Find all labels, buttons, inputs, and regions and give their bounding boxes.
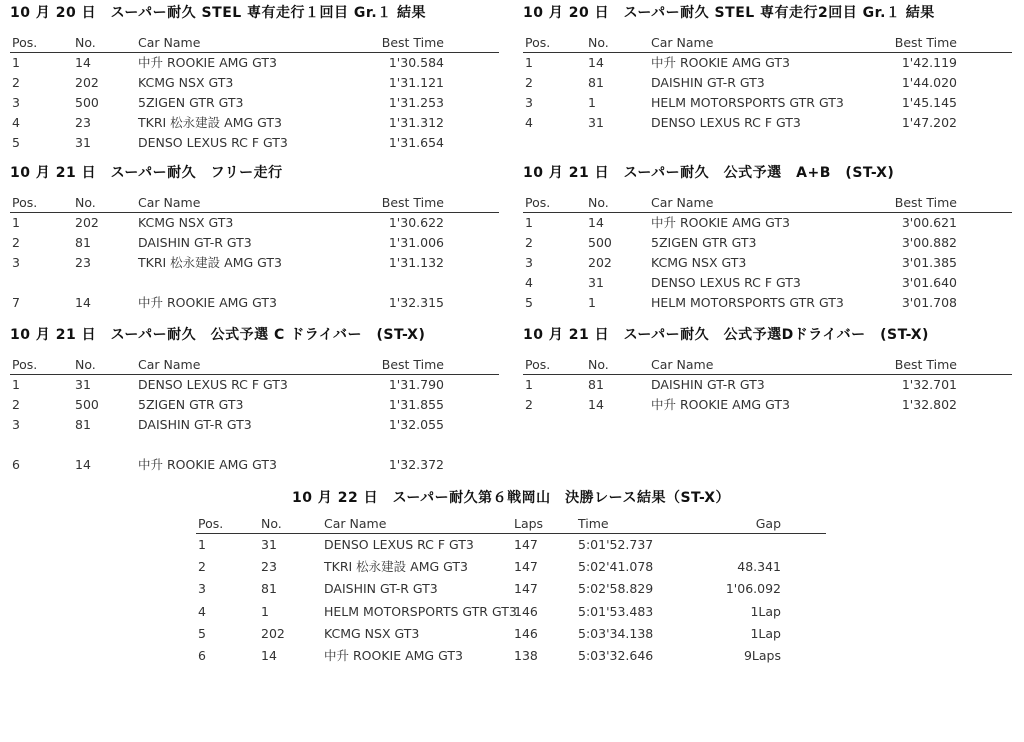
car-number-cell: 202 xyxy=(75,75,99,90)
best-time-cell: 1'31.253 xyxy=(388,95,444,110)
gap-cell: 48.341 xyxy=(737,559,781,575)
car-number-cell: 202 xyxy=(75,215,99,230)
table-row xyxy=(10,113,499,133)
pos-cell: 2 xyxy=(198,559,206,575)
time-cell: 5:03'32.646 xyxy=(578,647,654,663)
best-time-cell: 1'31.312 xyxy=(388,115,444,130)
pos-cell: 1 xyxy=(525,55,533,70)
table-row xyxy=(10,375,499,395)
table-row xyxy=(523,233,1012,253)
best-time-cell: 1'31.790 xyxy=(388,377,444,392)
table-row xyxy=(10,93,499,113)
time-cell: 5:01'53.483 xyxy=(578,603,654,619)
car-name-cell: 中升 ROOKIE AMG GT3 xyxy=(324,647,463,663)
header-no: No. xyxy=(75,357,96,372)
pos-cell: 3 xyxy=(198,581,206,597)
pos-cell: 5 xyxy=(525,295,533,310)
car-name-cell: 5ZIGEN GTR GT3 xyxy=(138,397,244,412)
race-title: 10 月 22 日 スーパー耐久第６戦岡山 決勝レース結果（ST-X） xyxy=(291,490,731,506)
gap-cell: 1Lap xyxy=(750,603,781,619)
best-time-cell: 1'31.855 xyxy=(388,397,444,412)
best-time-cell: 3'01.385 xyxy=(901,255,957,270)
table-header xyxy=(10,354,499,375)
car-number-cell: 14 xyxy=(75,457,91,472)
table-row xyxy=(10,213,499,233)
car-number-cell: 1 xyxy=(588,95,596,110)
table-row xyxy=(196,556,826,578)
table-row xyxy=(10,253,499,273)
header-pos: Pos. xyxy=(525,195,551,210)
best-time-cell: 1'31.006 xyxy=(388,235,444,250)
best-time-cell: 1'45.145 xyxy=(901,95,957,110)
pos-cell: 2 xyxy=(12,235,20,250)
car-name-cell: HELM MOTORSPORTS GTR GT3 xyxy=(324,603,517,619)
car-number-cell: 31 xyxy=(588,275,604,290)
table-row xyxy=(523,93,1012,113)
pos-cell: 5 xyxy=(198,625,206,641)
car-name-cell: TKRI 松永建設 AMG GT3 xyxy=(138,115,282,130)
best-time-cell: 1'32.315 xyxy=(388,295,444,310)
table-row xyxy=(10,73,499,93)
best-time-cell: 1'32.055 xyxy=(388,417,444,432)
car-number-cell: 31 xyxy=(75,135,91,150)
car-number-cell: 500 xyxy=(588,235,612,250)
pos-cell: 4 xyxy=(12,115,20,130)
car-name-cell: KCMG NSX GT3 xyxy=(324,625,420,641)
pos-cell: 1 xyxy=(12,215,20,230)
laps-cell: 138 xyxy=(514,647,538,663)
table-header xyxy=(196,513,826,534)
header-no: No. xyxy=(75,195,96,210)
car-number-cell: 14 xyxy=(588,397,604,412)
table-row-gap xyxy=(10,273,499,293)
table-row xyxy=(10,415,499,435)
header-best-time: Best Time xyxy=(894,195,957,210)
table-row xyxy=(196,534,826,556)
car-name-cell: 中升 ROOKIE AMG GT3 xyxy=(138,55,277,70)
header-no: No. xyxy=(588,195,609,210)
car-name-cell: DENSO LEXUS RC F GT3 xyxy=(651,115,801,130)
header-best-time: Best Time xyxy=(894,357,957,372)
pos-cell: 1 xyxy=(12,55,20,70)
car-number-cell: 23 xyxy=(75,255,91,270)
session-results-block xyxy=(523,162,1012,313)
car-name-cell: HELM MOTORSPORTS GTR GT3 xyxy=(651,295,844,310)
table-row xyxy=(523,375,1012,395)
car-name-cell: HELM MOTORSPORTS GTR GT3 xyxy=(651,95,844,110)
session-title: 10 月 21 日 スーパー耐久 公式予選 C ドライバー (ST-X) xyxy=(10,327,426,343)
car-number-cell: 1 xyxy=(588,295,596,310)
pos-cell: 6 xyxy=(198,647,206,663)
car-name-cell: 中升 ROOKIE AMG GT3 xyxy=(651,397,790,412)
header-no: No. xyxy=(588,35,609,50)
car-name-cell: DENSO LEXUS RC F GT3 xyxy=(324,537,474,552)
car-number-cell: 31 xyxy=(75,377,91,392)
header-time: Time xyxy=(578,516,609,531)
header-best-time: Best Time xyxy=(381,195,444,210)
time-cell: 5:01'52.737 xyxy=(578,537,654,552)
pos-cell: 6 xyxy=(12,457,20,472)
pos-cell: 2 xyxy=(12,397,20,412)
car-number-cell: 81 xyxy=(588,75,604,90)
header-car-name: Car Name xyxy=(138,195,201,210)
best-time-cell: 1'32.701 xyxy=(901,377,957,392)
car-number-cell: 202 xyxy=(261,625,285,641)
table-row xyxy=(523,395,1012,415)
header-no: No. xyxy=(588,357,609,372)
car-name-cell: DENSO LEXUS RC F GT3 xyxy=(651,275,801,290)
pos-cell: 2 xyxy=(525,397,533,412)
header-no: No. xyxy=(261,516,282,531)
table-row xyxy=(10,455,499,475)
header-laps: Laps xyxy=(514,516,544,531)
car-number-cell: 14 xyxy=(75,55,91,70)
car-number-cell: 500 xyxy=(75,397,99,412)
table-row xyxy=(10,395,499,415)
car-name-cell: DENSO LEXUS RC F GT3 xyxy=(138,377,288,392)
table-header xyxy=(523,192,1012,213)
table-row xyxy=(523,253,1012,273)
pos-cell: 1 xyxy=(12,377,20,392)
car-name-cell: TKRI 松永建設 AMG GT3 xyxy=(324,559,468,575)
table-row xyxy=(523,53,1012,73)
pos-cell: 2 xyxy=(525,235,533,250)
pos-cell: 3 xyxy=(12,95,20,110)
laps-cell: 147 xyxy=(514,559,538,575)
best-time-cell: 3'01.640 xyxy=(901,275,957,290)
table-header xyxy=(10,192,499,213)
table-row xyxy=(196,645,826,667)
table-row xyxy=(10,53,499,73)
header-pos: Pos. xyxy=(12,195,38,210)
car-name-cell: DAISHIN GT-R GT3 xyxy=(651,75,765,90)
header-gap: Gap xyxy=(755,516,781,531)
best-time-cell: 1'32.802 xyxy=(901,397,957,412)
time-cell: 5:02'58.829 xyxy=(578,581,654,597)
best-time-cell: 1'31.132 xyxy=(388,255,444,270)
laps-cell: 147 xyxy=(514,581,538,597)
gap-cell: 9Laps xyxy=(743,647,781,663)
laps-cell: 146 xyxy=(514,625,538,641)
table-row xyxy=(523,113,1012,133)
car-name-cell: KCMG NSX GT3 xyxy=(651,255,747,270)
pos-cell: 3 xyxy=(12,417,20,432)
pos-cell: 4 xyxy=(198,603,206,619)
header-best-time: Best Time xyxy=(894,35,957,50)
car-number-cell: 202 xyxy=(588,255,612,270)
table-row xyxy=(196,623,826,645)
best-time-cell: 3'01.708 xyxy=(901,295,957,310)
header-best-time: Best Time xyxy=(381,35,444,50)
best-time-cell: 1'32.372 xyxy=(388,457,444,472)
header-car-name: Car Name xyxy=(138,35,201,50)
session-results-block xyxy=(523,2,1012,133)
best-time-cell: 1'44.020 xyxy=(901,75,957,90)
car-number-cell: 14 xyxy=(588,55,604,70)
car-name-cell: DAISHIN GT-R GT3 xyxy=(651,377,765,392)
pos-cell: 1 xyxy=(525,215,533,230)
pos-cell: 1 xyxy=(198,537,206,552)
car-number-cell: 14 xyxy=(75,295,91,310)
table-header xyxy=(10,32,499,53)
race-results-block xyxy=(196,487,826,667)
header-car-name: Car Name xyxy=(138,357,201,372)
session-title: 10 月 20 日 スーパー耐久 STEL 専有走行１回目 Gr.１ 結果 xyxy=(10,5,427,21)
pos-cell: 7 xyxy=(12,295,20,310)
car-number-cell: 81 xyxy=(75,235,91,250)
gap-cell: 1'06.092 xyxy=(725,581,781,597)
pos-cell: 4 xyxy=(525,275,533,290)
car-number-cell: 81 xyxy=(75,417,91,432)
time-cell: 5:03'34.138 xyxy=(578,625,654,641)
car-name-cell: DENSO LEXUS RC F GT3 xyxy=(138,135,288,150)
session-title: 10 月 21 日 スーパー耐久 フリー走行 xyxy=(10,165,283,181)
table-header xyxy=(523,354,1012,375)
header-pos: Pos. xyxy=(525,35,551,50)
car-number-cell: 23 xyxy=(261,559,277,575)
header-car-name: Car Name xyxy=(651,195,714,210)
gap-cell: 1Lap xyxy=(750,625,781,641)
car-name-cell: 5ZIGEN GTR GT3 xyxy=(138,95,244,110)
car-name-cell: TKRI 松永建設 AMG GT3 xyxy=(138,255,282,270)
session-results-block xyxy=(10,2,499,153)
best-time-cell: 3'00.621 xyxy=(901,215,957,230)
laps-cell: 147 xyxy=(514,537,538,552)
pos-cell: 3 xyxy=(525,255,533,270)
session-results-block xyxy=(523,324,1012,415)
table-row xyxy=(523,293,1012,313)
header-no: No. xyxy=(75,35,96,50)
best-time-cell: 1'42.119 xyxy=(901,55,957,70)
car-name-cell: 中升 ROOKIE AMG GT3 xyxy=(138,295,277,310)
car-number-cell: 81 xyxy=(588,377,604,392)
table-header xyxy=(523,32,1012,53)
pos-cell: 4 xyxy=(525,115,533,130)
pos-cell: 5 xyxy=(12,135,20,150)
time-cell: 5:02'41.078 xyxy=(578,559,654,575)
car-name-cell: 中升 ROOKIE AMG GT3 xyxy=(651,215,790,230)
table-row xyxy=(196,601,826,623)
session-results-block xyxy=(10,162,499,313)
car-number-cell: 14 xyxy=(588,215,604,230)
pos-cell: 1 xyxy=(525,377,533,392)
car-number-cell: 23 xyxy=(75,115,91,130)
header-car-name: Car Name xyxy=(324,516,387,531)
pos-cell: 3 xyxy=(525,95,533,110)
car-name-cell: KCMG NSX GT3 xyxy=(138,215,234,230)
session-title: 10 月 21 日 スーパー耐久 公式予選Dドライバー (ST-X) xyxy=(523,327,929,343)
best-time-cell: 1'30.584 xyxy=(388,55,444,70)
car-number-cell: 81 xyxy=(261,581,277,597)
car-number-cell: 31 xyxy=(261,537,277,552)
table-row-gap xyxy=(10,435,499,455)
table-row xyxy=(523,73,1012,93)
session-results-block xyxy=(10,324,499,475)
session-title: 10 月 21 日 スーパー耐久 公式予選 A+B (ST-X) xyxy=(523,165,895,181)
best-time-cell: 3'00.882 xyxy=(901,235,957,250)
laps-cell: 146 xyxy=(514,603,538,619)
header-pos: Pos. xyxy=(12,35,38,50)
session-title: 10 月 20 日 スーパー耐久 STEL 専有走行2回目 Gr.１ 結果 xyxy=(523,5,935,21)
pos-cell: 2 xyxy=(525,75,533,90)
header-car-name: Car Name xyxy=(651,357,714,372)
table-row xyxy=(523,213,1012,233)
pos-cell: 2 xyxy=(12,75,20,90)
header-car-name: Car Name xyxy=(651,35,714,50)
car-name-cell: DAISHIN GT-R GT3 xyxy=(138,235,252,250)
car-number-cell: 500 xyxy=(75,95,99,110)
best-time-cell: 1'31.654 xyxy=(388,135,444,150)
pos-cell: 3 xyxy=(12,255,20,270)
best-time-cell: 1'30.622 xyxy=(388,215,444,230)
car-number-cell: 31 xyxy=(588,115,604,130)
car-number-cell: 1 xyxy=(261,603,269,619)
table-row xyxy=(196,578,826,600)
car-name-cell: DAISHIN GT-R GT3 xyxy=(324,581,438,597)
header-pos: Pos. xyxy=(525,357,551,372)
best-time-cell: 1'47.202 xyxy=(901,115,957,130)
best-time-cell: 1'31.121 xyxy=(388,75,444,90)
car-number-cell: 14 xyxy=(261,647,277,663)
header-pos: Pos. xyxy=(198,516,224,531)
table-row xyxy=(10,133,499,153)
car-name-cell: KCMG NSX GT3 xyxy=(138,75,234,90)
table-row xyxy=(523,273,1012,293)
header-best-time: Best Time xyxy=(381,357,444,372)
car-name-cell: 5ZIGEN GTR GT3 xyxy=(651,235,757,250)
table-row xyxy=(10,233,499,253)
car-name-cell: DAISHIN GT-R GT3 xyxy=(138,417,252,432)
header-pos: Pos. xyxy=(12,357,38,372)
car-name-cell: 中升 ROOKIE AMG GT3 xyxy=(138,457,277,472)
table-row xyxy=(10,293,499,313)
car-name-cell: 中升 ROOKIE AMG GT3 xyxy=(651,55,790,70)
